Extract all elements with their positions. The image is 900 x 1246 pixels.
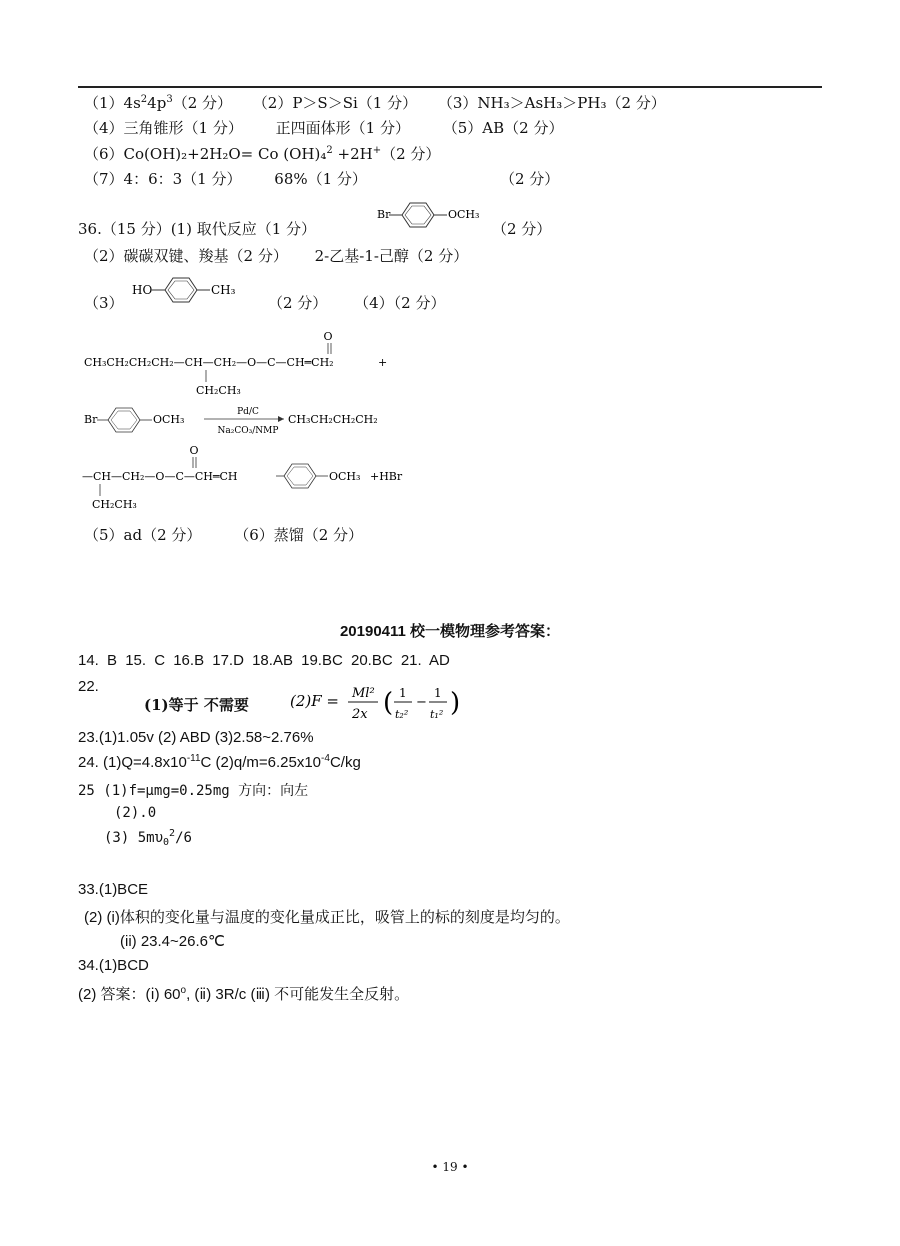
svg-text:Na₂CO₃/NMP: Na₂CO₃/NMP xyxy=(217,426,279,436)
svg-text:2x: 2x xyxy=(352,707,368,722)
svg-text:): ) xyxy=(450,688,461,718)
svg-text:CH₃CH₂CH₂CH₂—CH—CH₂—O—C—CH═CH₂: CH₃CH₂CH₂CH₂—CH—CH₂—O—C—CH═CH₂ xyxy=(84,356,334,369)
q36-score: （2 分） xyxy=(492,220,552,238)
physics-mc-answers: 14. B 15. C 16.B 17.D 18.AB 19.BC 20.BC 21. AD xyxy=(78,652,450,669)
chem-line-4: （7）4：6：3（1 分） 68%（1 分） xyxy=(84,170,367,188)
svg-text:t₂²: t₂² xyxy=(395,708,409,721)
svg-text:Br: Br xyxy=(377,208,391,221)
q33-part1: 33.(1)BCE xyxy=(78,881,149,898)
svg-text:1: 1 xyxy=(434,686,442,700)
svg-text:+HBr: +HBr xyxy=(370,470,403,483)
svg-text:(: ( xyxy=(383,688,394,718)
chem-line-2: （4）三角锥形（1 分） 正四面体形（1 分） （5）AB（2 分） xyxy=(84,119,564,137)
q33-part2-i: (2) (i)体积的变化量与温度的变化量成正比，吸管上的标的刻度是均匀的。 xyxy=(84,909,570,926)
svg-text:t₁²: t₁² xyxy=(430,708,444,721)
svg-text:−: − xyxy=(416,695,427,710)
q25-part2: (2).0 xyxy=(114,805,157,821)
top-rule xyxy=(78,86,822,88)
q25-part1: 25 (1)f=μmg=0.25mg 方向：向左 xyxy=(78,783,309,799)
methylphenol-structure xyxy=(130,270,270,314)
svg-text:(2)F =: (2)F = xyxy=(290,692,339,710)
bromoanisole-structure xyxy=(375,196,495,240)
svg-text:CH₂CH₃: CH₂CH₃ xyxy=(196,384,241,397)
reaction-equation xyxy=(78,326,418,516)
svg-text:O: O xyxy=(189,444,199,457)
q34-part1: 34.(1)BCD xyxy=(78,957,149,974)
chem-line-7-label: （3） xyxy=(84,294,124,312)
chem-line-8: （5）ad（2 分） （6）蒸馏（2 分） xyxy=(84,526,364,544)
q22-label: 22. xyxy=(78,678,99,695)
page-number: • 19 • xyxy=(431,1160,469,1174)
svg-text:+: + xyxy=(378,356,388,369)
svg-text:1: 1 xyxy=(399,686,407,700)
q36-line: 36.（15 分）(1) 取代反应（1 分） xyxy=(78,220,317,238)
physics-title: 20190411 校一模物理参考答案： xyxy=(339,623,561,640)
chem-line-7-score: （2 分） （4）（2 分） xyxy=(268,294,446,312)
svg-text:HO: HO xyxy=(132,283,153,297)
chem-line-1: $(1)4s^24p^3(2$ 分） （2）P＞S＞Si（1 分） （3）NH₃＞AsH₃＞PH₃（2 分） xyxy=(84,94,666,112)
svg-text:CH₃CH₂CH₂CH₂: CH₃CH₂CH₂CH₂ xyxy=(288,413,378,426)
svg-text:OCH₃: OCH₃ xyxy=(153,413,185,426)
svg-text:Br: Br xyxy=(84,413,98,426)
svg-text:CH₃: CH₃ xyxy=(211,283,236,297)
svg-text:Pd/C: Pd/C xyxy=(237,407,259,417)
chem-line-4-score: （2 分） xyxy=(500,170,560,188)
q34-part2: (2) 答案：(ⅰ) 60$^o$, (ⅱ) 3R/c (ⅲ) 不可能发生全反射。 xyxy=(78,985,410,1003)
chem-line-3: （6）Co(OH)₂+2H₂O= Co (OH)₄$^2$ +2H+（2 分） xyxy=(84,145,441,163)
q22-formula xyxy=(290,683,480,727)
q22-part1: (1)等于 不需要 xyxy=(144,696,249,714)
q33-part2-ii: (ii) 23.4~26.6℃ xyxy=(120,933,225,950)
q25-part3: (3) $5m\upsilon_0^2/6$ xyxy=(104,828,192,848)
svg-text:OCH₃: OCH₃ xyxy=(329,470,361,483)
svg-text:Ml²: Ml² xyxy=(352,686,375,701)
q24-answers: 24. $(1)Q=4.8x10^{-11}C$ $(2)q/m=6.25x10^{-4}C/kg$ xyxy=(78,753,361,771)
q23-answers: 23.(1)1.05v (2) ABD (3)2.58~2.76% xyxy=(78,729,314,746)
svg-text:—CH—CH₂—O—C—CH═CH: —CH—CH₂—O—C—CH═CH xyxy=(82,470,238,483)
svg-text:O: O xyxy=(323,330,333,343)
svg-text:OCH₃: OCH₃ xyxy=(448,208,480,221)
svg-text:CH₂CH₃: CH₂CH₃ xyxy=(92,498,137,511)
chem-line-6: （2）碳碳双键、羧基（2 分） 2-乙基-1-己醇（2 分） xyxy=(84,247,469,265)
